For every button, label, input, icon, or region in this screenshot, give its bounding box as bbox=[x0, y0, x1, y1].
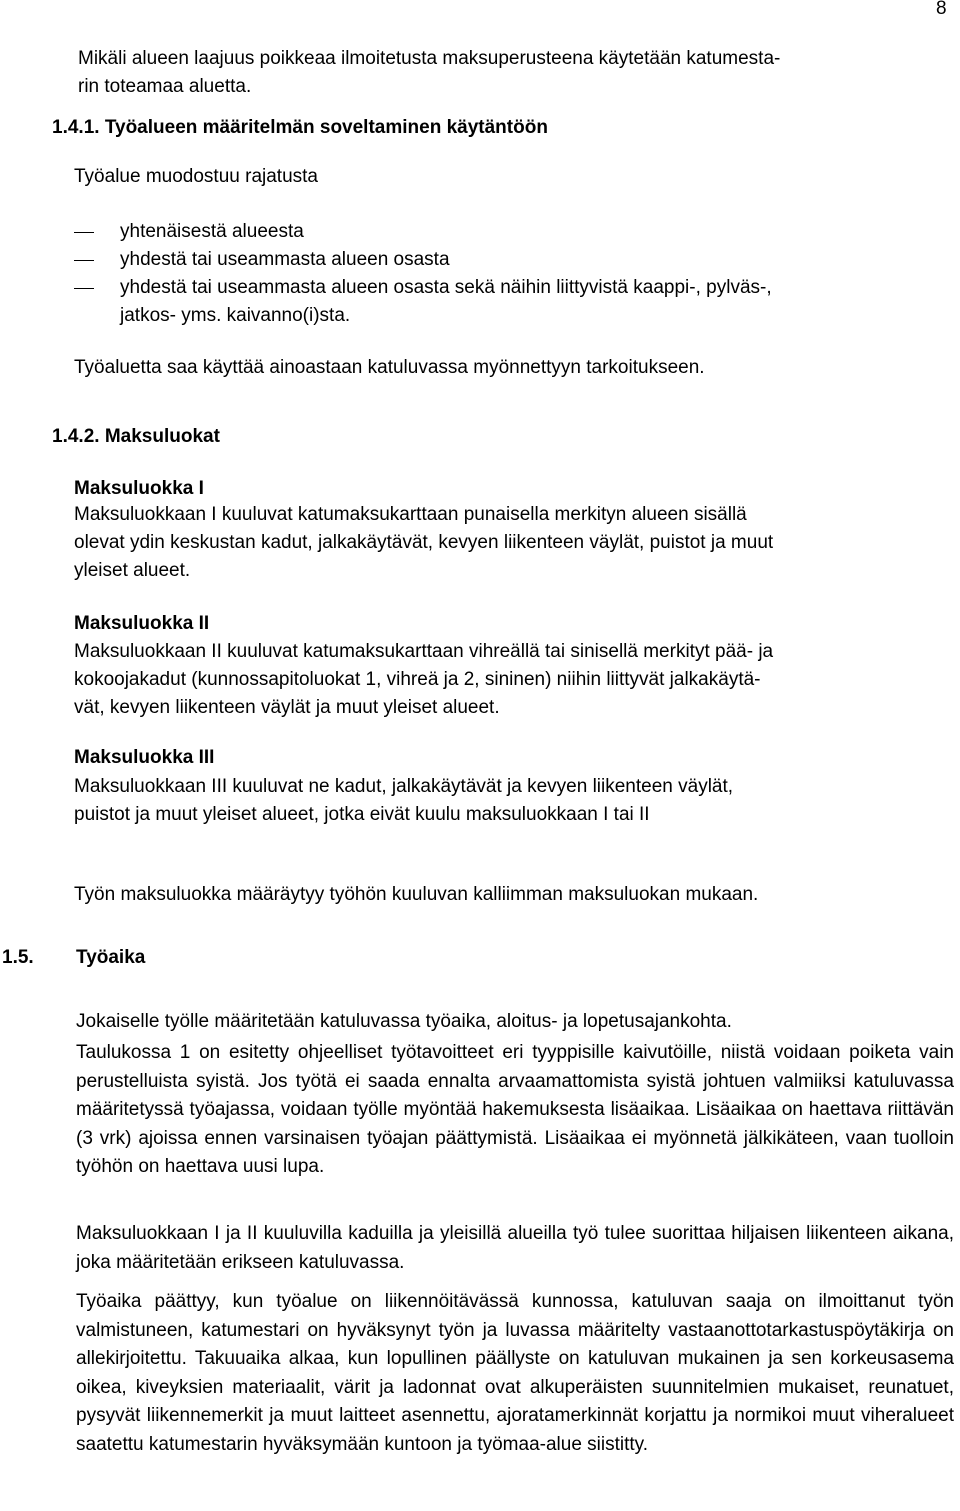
class-3-line: puistot ja muut yleiset alueet, jotka eivät kuulu maksuluokkaan I tai II bbox=[74, 804, 650, 825]
work-time-paragraph-1: Jokaiselle työlle määritetään katuluvassa työaika, aloitus- ja lopetusajankohta. bbox=[76, 1011, 732, 1032]
page-number: 8 bbox=[936, 0, 947, 19]
class-2-line: Maksuluokkaan II kuuluvat katumaksukarttaan vihreällä tai sinisellä merkityt pää- ja bbox=[74, 641, 774, 662]
usage-note: Työaluetta saa käyttää ainoastaan katuluvassa myönnettyyn tarkoitukseen. bbox=[74, 357, 705, 378]
class-1-line: olevat ydin keskustan kadut, jalkakäytävät, kevyen liikenteen väylät, puistot ja muut bbox=[74, 532, 774, 553]
section-heading-142: 1.4.2. Maksuluokat bbox=[52, 426, 220, 447]
section-heading-141: 1.4.1. Työalueen määritelmän soveltaminen käytäntöön bbox=[52, 117, 548, 138]
class-2-line: kokoojakadut (kunnossapitoluokat 1, vihreä ja 2, sininen) niihin liittyvät jalkakäytä- bbox=[74, 669, 761, 690]
class-1-line: yleiset alueet. bbox=[74, 560, 191, 581]
class-1-line: Maksuluokkaan I kuuluvat katumaksukarttaan punaisella merkityn alueen sisällä bbox=[74, 504, 747, 525]
list-item: yhdestä tai useammasta alueen osasta sekä näihin liittyvistä kaappi-, pylväs-, bbox=[120, 277, 772, 298]
list-item: yhdestä tai useammasta alueen osasta bbox=[120, 249, 450, 270]
class-3-title: Maksuluokka III bbox=[74, 747, 215, 768]
class-2-title: Maksuluokka II bbox=[74, 613, 210, 634]
list-item: yhtenäisestä alueesta bbox=[120, 221, 304, 242]
work-time-paragraph-3: Maksuluokkaan I ja II kuuluvilla kaduilla ja yleisillä alueilla työ tulee suorittaa hiljaisen liikenteen aikana, joka määritetään erikseen katuluvassa. bbox=[76, 1223, 954, 1273]
section-lead: Työalue muodostuu rajatusta bbox=[74, 166, 318, 187]
intro-line-1: Mikäli alueen laajuus poikkeaa ilmoitetusta maksuperusteena käytetään katumesta- bbox=[78, 48, 781, 69]
class-rule: Työn maksuluokka määräytyy työhön kuuluvan kalliimman maksuluokan mukaan. bbox=[74, 884, 759, 905]
list-dash bbox=[74, 232, 94, 233]
intro-line-2: rin toteamaa aluetta. bbox=[78, 76, 252, 97]
class-1-title: Maksuluokka I bbox=[74, 478, 204, 499]
work-time-paragraph-4: Työaika päättyy, kun työalue on liikennöitävässä kunnossa, katuluvan saaja on ilmoittanut työn valmistuneen, katumestari on hyväksynyt työn ja luvassa määritelty vastaanottotarkastuspöytäkirja on allekirjoitettu. Takuuaika alkaa, kun lopullinen päällyste on katuluvan mukainen ja sen korkeusasema oikea, kiveyksien materiaalit, värit ja ladonnat ovat alkuperäisten suunnitelmien mukaiset, reunatuet, pysyvät liikennemerkit ja muut laitteet asennettu, ajoratamerkinnät korjattu ja normikoi muut viheralueet saatettu katumestarin hyväksymään kuntoon ja työmaa-alue siistitty. bbox=[76, 1291, 954, 1455]
list-dash bbox=[74, 260, 94, 261]
class-3-line: Maksuluokkaan III kuuluvat ne kadut, jalkakäytävät ja kevyen liikenteen väylät, bbox=[74, 776, 734, 797]
section-title-15: Työaika bbox=[76, 947, 146, 968]
class-2-line: vät, kevyen liikenteen väylät ja muut yleiset alueet. bbox=[74, 697, 500, 718]
work-time-paragraph-2: Taulukossa 1 on esitetty ohjeelliset työtavoitteet eri tyyppisille kaivutöille, niistä voidaan poiketa vain perustelluista syistä. Jos työtä ei saada ennalta arvaamattomista syistä johtuen valmiiksi katuluvassa määritetyssä työajassa, voidaan työlle myöntää hakemuksesta lisäaikaa. Lisäaikaa on haettava riittävän (3 vrk) ajoissa ennen varsinaisen työajan päättymistä. Lisäaikaa ei myönnetä jälkikäteen, vaan tuolloin työhön on haettava uusi lupa. bbox=[76, 1042, 954, 1177]
list-dash bbox=[74, 288, 94, 289]
section-number-15: 1.5. bbox=[2, 947, 34, 968]
list-item-continuation: jatkos- yms. kaivanno(i)sta. bbox=[120, 305, 351, 326]
